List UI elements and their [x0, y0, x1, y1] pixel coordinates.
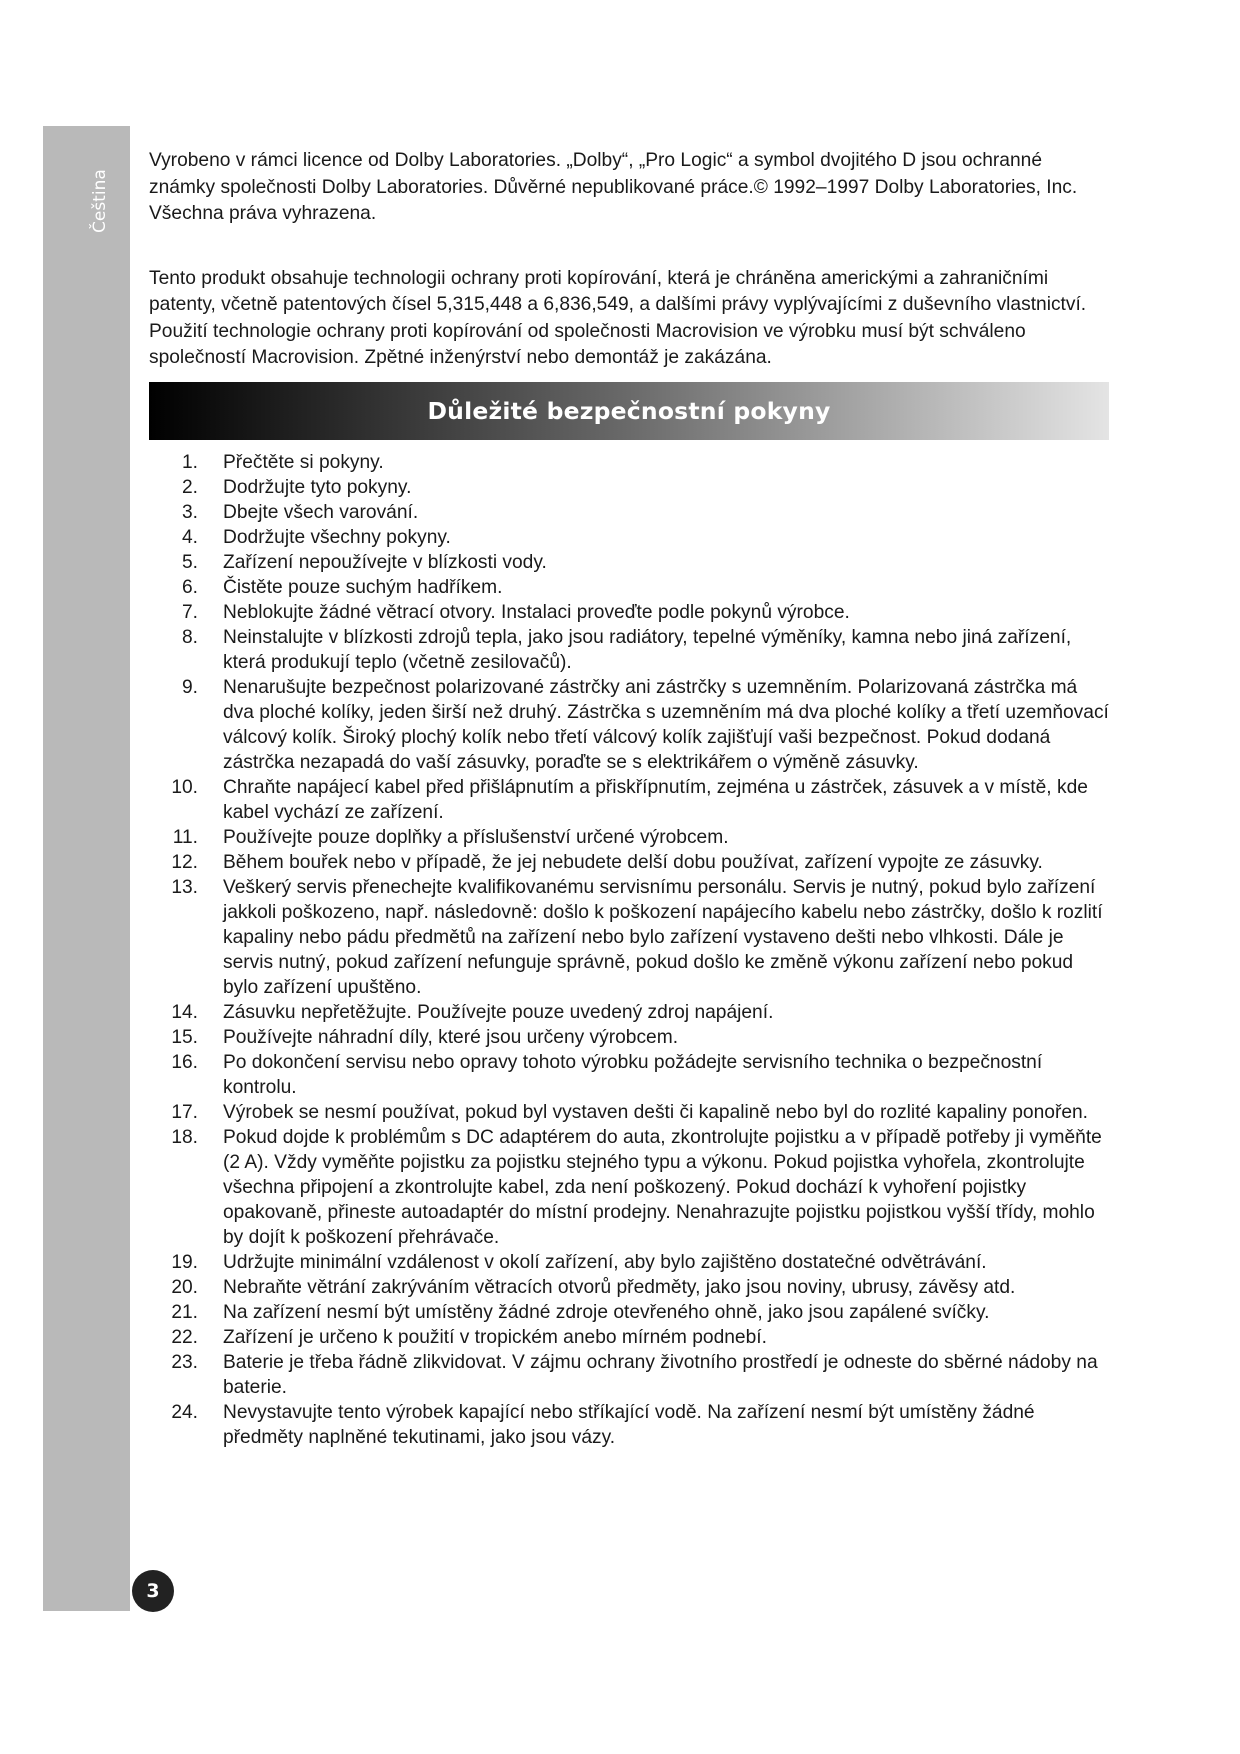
- safety-item-text: Zásuvku nepřetěžujte. Používejte pouze uvedený zdroj napájení.: [223, 1001, 774, 1023]
- safety-item-text: Nebraňte větrání zakrýváním větracích otvorů předměty, jako jsou noviny, ubrusy, závěsy atd.: [223, 1276, 1016, 1298]
- safety-instructions-list: [149, 450, 1109, 1450]
- safety-item-text: Baterie je třeba řádně zlikvidovat. V zájmu ochrany životního prostředí je odneste do sběrné nádoby na baterie.: [223, 1351, 1098, 1398]
- safety-item-number: 8.: [181, 626, 198, 648]
- safety-item-text: Nenarušujte bezpečnost polarizované zástrčky ani zástrčky s uzemněním. Polarizovaná zástrčka má dva ploché kolíky, jeden širší než druhý. Zástrčka s uzemněním má dva ploché kolíky a třetí uzemňovací válcový kolík. Široký plochý kolík nebo třetí válcový kolík zajišťují vaši bezpečnost. Pokud dodaná zástrčka nezapadá do vaší zásuvky, poraďte se s elektrikářem o výměně zásuvky.: [223, 676, 1109, 773]
- safety-instruction-item: [149, 475, 1109, 500]
- safety-instruction-item: [149, 1025, 1109, 1050]
- safety-item-number: 13.: [171, 876, 198, 898]
- safety-item-text: Veškerý servis přenechejte kvalifikovanému servisnímu personálu. Servis je nutný, pokud bylo zařízení jakkoli poškozeno, např. následovně: došlo k poškození napájecího kabelu nebo zástrčky, došlo k rozlití kapaliny nebo pádu předmětů na zařízení nebo bylo zařízení vystaveno dešti nebo vlhkosti. Dále je servis nutný, pokud zařízení nefunguje správně, pokud došlo ke změně výkonu zařízení nebo pokud bylo zařízení upuštěno.: [223, 876, 1103, 998]
- safety-item-number: 11.: [172, 826, 198, 848]
- language-tab-text: Čeština: [90, 169, 110, 233]
- safety-item-text: Dodržujte tyto pokyny.: [223, 476, 412, 498]
- safety-item-number: 2.: [181, 476, 198, 498]
- safety-instruction-item: [149, 525, 1109, 550]
- safety-item-text: Udržujte minimální vzdálenost v okolí zařízení, aby bylo zajištěno dostatečné odvětrávání.: [223, 1251, 987, 1273]
- safety-item-number: 6.: [181, 576, 198, 598]
- safety-item-number: 16.: [171, 1051, 198, 1073]
- safety-item-number: 3.: [181, 501, 198, 523]
- safety-instruction-item: [149, 875, 1109, 1000]
- safety-item-number: 7.: [181, 601, 198, 623]
- safety-item-number: 12.: [171, 851, 198, 873]
- safety-instruction-item: [149, 775, 1109, 825]
- safety-instruction-item: [149, 1325, 1109, 1350]
- safety-item-text: Nevystavujte tento výrobek kapající nebo stříkající vodě. Na zařízení nesmí být umístěny žádné předměty naplněné tekutinami, jako jsou vázy.: [223, 1401, 1035, 1448]
- safety-instruction-item: [149, 850, 1109, 875]
- safety-item-number: 17.: [171, 1101, 198, 1123]
- safety-item-number: 9.: [181, 676, 198, 698]
- safety-item-number: 22.: [171, 1326, 198, 1348]
- safety-item-text: Zařízení nepoužívejte v blízkosti vody.: [223, 551, 547, 573]
- page-number-badge: [132, 1570, 174, 1612]
- safety-section-heading: [149, 382, 1109, 440]
- safety-item-number: 14.: [171, 1001, 198, 1023]
- dolby-license-paragraph: Vyrobeno v rámci licence od Dolby Laboratories. „Dolby“, „Pro Logic“ a symbol dvojitého D jsou ochranné známky společnosti Dolby Laboratories. Důvěrné nepublikované práce.© 1992–1997 Dolby Laboratories, Inc. Všechna práva vyhrazena.: [149, 150, 1078, 224]
- safety-item-number: 1.: [181, 451, 198, 473]
- safety-item-number: 23.: [171, 1351, 198, 1373]
- safety-item-number: 18.: [171, 1126, 198, 1148]
- safety-item-text: Dodržujte všechny pokyny.: [223, 526, 451, 548]
- page-number-text: 3: [146, 1580, 160, 1602]
- safety-item-number: 24.: [171, 1401, 198, 1423]
- safety-item-text: Neinstalujte v blízkosti zdrojů tepla, jako jsou radiátory, tepelné výměníky, kamna nebo jiná zařízení, která produkují teplo (včetně zesilovačů).: [223, 626, 1072, 673]
- safety-instruction-item: [149, 1000, 1109, 1025]
- safety-item-text: Chraňte napájecí kabel před přišlápnutím a přiskřípnutím, zejména u zástrček, zásuvek a v místě, kde kabel vychází ze zařízení.: [223, 776, 1088, 823]
- safety-instruction-item: [149, 600, 1109, 625]
- safety-item-number: 19.: [171, 1251, 198, 1273]
- safety-item-text: Výrobek se nesmí používat, pokud byl vystaven dešti či kapalině nebo byl do rozlité kapaliny ponořen.: [223, 1101, 1089, 1123]
- safety-item-number: 4.: [181, 526, 198, 548]
- safety-instruction-item: [149, 1350, 1109, 1400]
- safety-instruction-item: [149, 1125, 1109, 1250]
- safety-item-number: 10.: [171, 776, 198, 798]
- safety-item-text: Na zařízení nesmí být umístěny žádné zdroje otevřeného ohně, jako jsou zapálené svíčky.: [223, 1301, 990, 1323]
- safety-item-number: 15.: [171, 1026, 198, 1048]
- safety-item-text: Používejte náhradní díly, které jsou určeny výrobcem.: [223, 1026, 679, 1048]
- safety-item-text: Zařízení je určeno k použití v tropickém anebo mírném podnebí.: [223, 1326, 767, 1348]
- safety-instruction-item: [149, 1400, 1109, 1450]
- safety-item-text: Během bouřek nebo v případě, že jej nebudete delší dobu používat, zařízení vypojte ze zásuvky.: [223, 851, 1043, 873]
- safety-instruction-item: [149, 450, 1109, 475]
- safety-item-number: 21.: [171, 1301, 198, 1323]
- safety-instruction-item: [149, 1300, 1109, 1325]
- language-side-tab: [43, 126, 130, 1611]
- safety-instruction-item: [149, 575, 1109, 600]
- safety-section-title: Důležité bezpečnostní pokyny: [427, 396, 831, 425]
- safety-instruction-item: [149, 1050, 1109, 1100]
- safety-item-text: Pokud dojde k problémům s DC adaptérem do auta, zkontrolujte pojistku a v případě potřeby ji vyměňte (2 A). Vždy vyměňte pojistku za pojistku stejného typu a výkonu. Pokud pojistka vyhořela, zkontrolujte všechna připojení a zkontrolujte kabel, zda není poškozený. Pokud dochází k vyhoření pojistky opakovaně, přineste autoadaptér do místní prodejny. Nenahrazujte pojistku pojistkou vyšší třídy, mohlo by dojít k poškození přehrávače.: [223, 1126, 1102, 1248]
- safety-item-text: Neblokujte žádné větrací otvory. Instalaci proveďte podle pokynů výrobce.: [223, 601, 850, 623]
- safety-item-text: Používejte pouze doplňky a příslušenství určené výrobcem.: [223, 826, 729, 848]
- safety-instruction-item: [149, 675, 1109, 775]
- safety-instruction-item: [149, 625, 1109, 675]
- safety-item-text: Čistěte pouze suchým hadříkem.: [223, 576, 503, 598]
- safety-instruction-item: [149, 1275, 1109, 1300]
- safety-instruction-item: [149, 500, 1109, 525]
- safety-item-number: 20.: [171, 1276, 198, 1298]
- safety-instruction-item: [149, 1100, 1109, 1125]
- safety-instruction-item: [149, 825, 1109, 850]
- safety-item-text: Po dokončení servisu nebo opravy tohoto výrobku požádejte servisního technika o bezpečnostní kontrolu.: [223, 1051, 1043, 1098]
- macrovision-paragraph: Tento produkt obsahuje technologii ochrany proti kopírování, která je chráněna americkými a zahraničními patenty, včetně patentových čísel 5,315,448 a 6,836,549, a dalšími právy vyplývajícími z duševního vlastnictví. Použití technologie ochrany proti kopírování od společnosti Macrovision ve výrobku musí být schváleno společností Macrovision. Zpětné inženýrství nebo demontáž je zakázána.: [149, 267, 1087, 368]
- safety-instruction-item: [149, 1250, 1109, 1275]
- safety-item-number: 5.: [181, 551, 198, 573]
- safety-instruction-item: [149, 550, 1109, 575]
- page-content: [149, 148, 1109, 1450]
- safety-item-text: Přečtěte si pokyny.: [223, 451, 384, 473]
- safety-item-text: Dbejte všech varování.: [223, 501, 419, 523]
